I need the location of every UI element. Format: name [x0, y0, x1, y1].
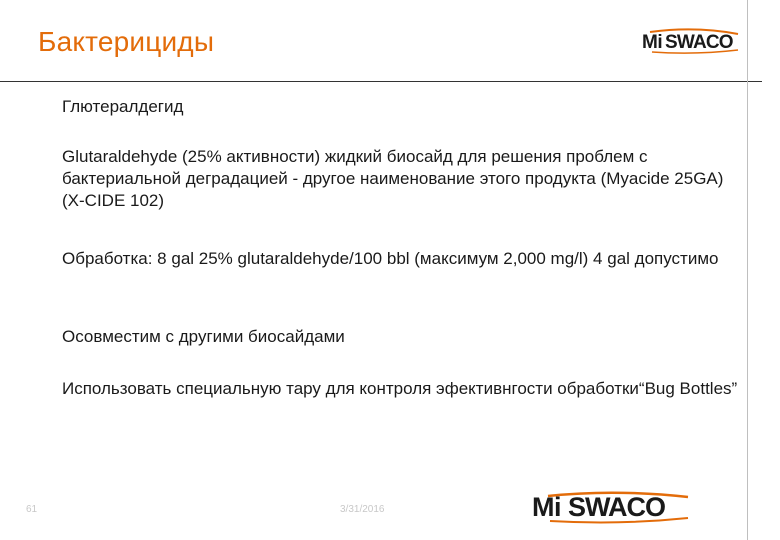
svg-text:Mi: Mi	[532, 492, 561, 522]
svg-text:SWACO: SWACO	[568, 492, 666, 522]
bullet-item: Glutaraldehyde (25% активности) жидкий биосайд для решения проблем с бактериальной деградацией - другое наименование этого продукта (Myacide 25GA) (X-CIDE 102)	[62, 147, 724, 210]
header-divider	[0, 81, 762, 82]
svg-text:SWACO: SWACO	[665, 32, 733, 53]
right-border-line	[747, 0, 748, 540]
footer-date: 3/31/2016	[340, 504, 385, 515]
bullet-item: Обработка: 8 gal 25% glutaraldehyde/100 bbl (максимум 2,000 mg/l) 4 gal допустимо	[62, 249, 719, 268]
page-number: 61	[26, 504, 38, 515]
svg-text:Mi: Mi	[642, 32, 663, 53]
mi-swaco-footer-logo	[530, 490, 690, 524]
bullet-item: Глютералдегид	[62, 97, 184, 116]
bullet-item: Осовместим с другими биосайдами	[62, 327, 345, 346]
slide-title: Бактерициды	[38, 26, 215, 57]
mi-swaco-logo	[640, 28, 740, 54]
bullet-item: Использовать специальную тару для контроля эфективнгости обработки“Bug Bottles”	[62, 379, 738, 398]
